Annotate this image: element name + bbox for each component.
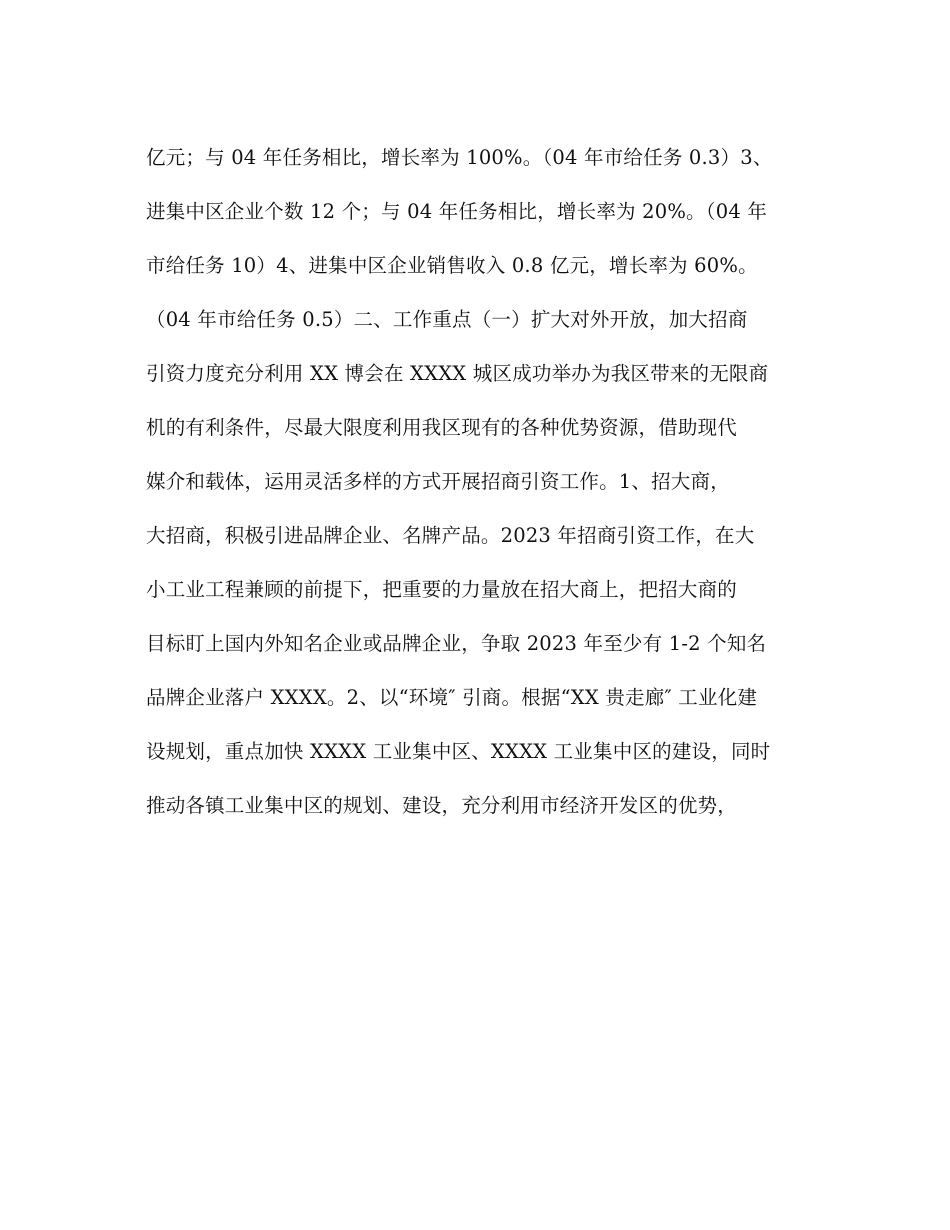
text-line: 机的有利条件，尽最大限度利用我区现有的各种优势资源，借助现代 xyxy=(146,416,738,439)
text-line: （04 年市给任务 0.5）二、工作重点（一）扩大对外开放，加大招商 xyxy=(146,308,748,331)
text-line: 推动各镇工业集中区的规划、建设，充分利用市经济开发区的优势， xyxy=(146,794,738,817)
document-body xyxy=(146,138,806,840)
text-line: 大招商，积极引进品牌企业、名牌产品。2023 年招商引资工作，在大 xyxy=(146,524,755,547)
text-line: 引资力度充分利用 XX 博会在 XXXX 城区成功举办为我区带来的无限商 xyxy=(146,362,769,385)
text-line: 市给任务 10）4、进集中区企业销售收入 0.8 亿元，增长率为 60%。 xyxy=(146,254,758,277)
text-line: 亿元；与 04 年任务相比，增长率为 100%。（04 年市给任务 0.3）3、 xyxy=(146,146,773,169)
text-line: 媒介和载体，运用灵活多样的方式开展招商引资工作。1、招大商， xyxy=(146,470,730,493)
text-line: 设规划，重点加快 XXXX 工业集中区、XXXX 工业集中区的建设，同时 xyxy=(146,740,771,763)
text-line: 品牌企业落户 XXXX。2、以“环境″ 引商。根据“XX 贵走廊″ 工业化建 xyxy=(146,686,758,709)
text-line: 小工业工程兼顾的前提下，把重要的力量放在招大商上，把招大商的 xyxy=(146,578,738,601)
text-line: 目标盯上国内外知名企业或品牌企业，争取 2023 年至少有 1-2 个知名 xyxy=(146,632,767,655)
text-line: 进集中区企业个数 12 个；与 04 年任务相比，增长率为 20%。（04 年 xyxy=(146,200,768,223)
